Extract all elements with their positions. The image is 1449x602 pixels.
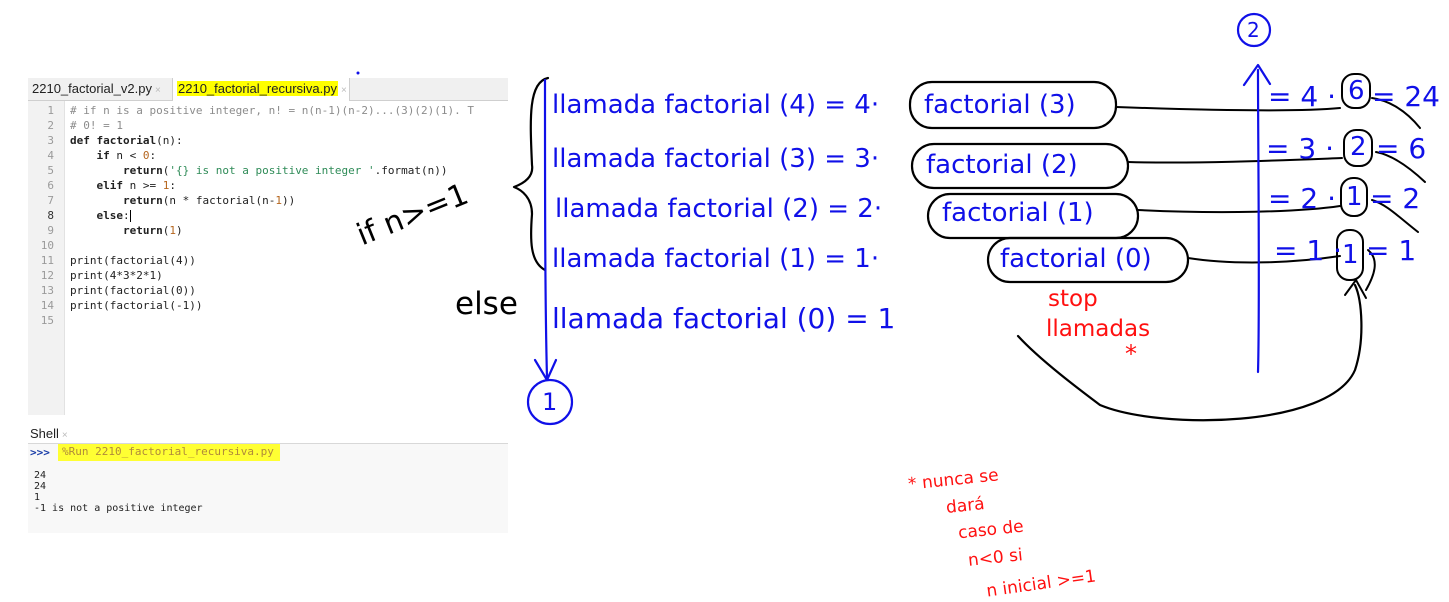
close-icon[interactable]: × [154, 85, 161, 96]
tab-label: 2210_factorial_v2.py [32, 81, 152, 96]
code-text: ( [162, 164, 170, 177]
code-text: (n): [156, 134, 183, 147]
number-literal: 0 [142, 149, 150, 162]
result-boxed: 2 [1350, 132, 1367, 162]
result-prefix: = 4 · [1268, 80, 1336, 113]
code-line: # if n is a positive integer, n! = n(n-1)(n-2)...(3)(2)(1). T [70, 104, 474, 117]
line-number: 8 [47, 209, 54, 222]
keyword: def [70, 134, 97, 147]
call-left: llamada factorial (4) = 4· [552, 90, 880, 120]
code-text: ) [175, 224, 183, 237]
result-prefix: = 1 · [1274, 234, 1342, 267]
down-arrow-head [535, 360, 556, 380]
keyword: return [122, 194, 163, 207]
stop-label: stop [1048, 286, 1098, 312]
call-boxed: factorial (0) [1000, 244, 1152, 274]
code-text: )) [281, 194, 296, 207]
step-number-2: 2 [1247, 18, 1260, 42]
code-text: .format(n)) [374, 164, 448, 177]
note-line: dará [945, 494, 986, 518]
call-left: llamada factorial (3) = 3· [552, 144, 880, 174]
line-number: 14 [40, 299, 54, 312]
run-command: %Run 2210_factorial_recursiva.py [58, 444, 280, 461]
ink-dot [357, 72, 360, 75]
tab-label: 2210_factorial_recursiva.py [178, 81, 337, 96]
line-number: 11 [40, 254, 54, 267]
line-number: 10 [40, 239, 54, 252]
string-literal: '{} is not a positive integer ' [169, 164, 375, 177]
line-number: 1 [47, 104, 54, 117]
code-line: print(factorial(0)) [70, 284, 196, 297]
asterisk-mark: * [1125, 340, 1137, 368]
tab-label: Shell [30, 426, 59, 441]
result-boxed: 1 [1342, 240, 1359, 270]
condition-else-label: else [455, 286, 518, 322]
keyword: return [122, 164, 163, 177]
close-icon[interactable]: × [61, 430, 68, 441]
line-number: 2 [47, 119, 54, 132]
line-number: 7 [47, 194, 54, 207]
condition-if-label: if n>=1 [351, 176, 474, 253]
code-line: print(factorial(4)) [70, 254, 196, 267]
brace [514, 78, 548, 270]
result-value: = 24 [1372, 80, 1440, 113]
note-line: n inicial >=1 [985, 566, 1098, 602]
base-call: llamada factorial (0) = 1 [552, 302, 896, 335]
line-number: 9 [47, 224, 54, 237]
number-literal: 1 [169, 224, 176, 237]
code-line: # 0! = 1 [70, 119, 123, 132]
call-boxed: factorial (3) [924, 90, 1076, 120]
line-number: 12 [40, 269, 54, 282]
note-line: n<0 si [967, 545, 1024, 571]
code-text: ( [162, 224, 170, 237]
line-number: 15 [40, 314, 54, 327]
shell-prompt: >>> [30, 446, 50, 459]
code-text: n < [109, 149, 143, 162]
result-value: = 2 [1370, 182, 1421, 215]
down-arrow-line [545, 80, 547, 378]
result-prefix: = 2 · [1268, 182, 1336, 215]
code-text: : [169, 179, 176, 192]
shell-output-line: -1 is not a positive integer [34, 503, 203, 514]
number-literal: 1 [162, 179, 170, 192]
up-arrow-line [1258, 70, 1259, 372]
result-value: = 1 [1366, 234, 1417, 267]
shell-output-line: 24 [34, 481, 47, 492]
result-boxed: 6 [1348, 76, 1365, 106]
close-icon[interactable]: × [340, 85, 347, 96]
code-text: n >= [123, 179, 163, 192]
code-text: (n * factorial(n- [162, 194, 276, 207]
note-line: caso de [957, 516, 1025, 544]
shell-output-line: 1 [34, 492, 41, 503]
number-literal: 1 [275, 194, 282, 207]
call-left: llamada factorial (2) = 2· [555, 194, 883, 224]
keyword: if [96, 149, 110, 162]
keyword: return [122, 224, 163, 237]
llamadas-label: llamadas [1046, 316, 1151, 342]
call-left: llamada factorial (1) = 1· [552, 244, 880, 274]
step-number-1: 1 [542, 388, 558, 416]
keyword: elif [96, 179, 123, 192]
code-line: print(factorial(-1)) [70, 299, 203, 312]
shell-output-line: 24 [34, 470, 47, 481]
line-number: 3 [47, 134, 54, 147]
result-boxed: 1 [1346, 182, 1363, 212]
code-text: : [149, 149, 157, 162]
call-boxed: factorial (2) [926, 150, 1078, 180]
function-name: factorial [96, 134, 157, 147]
code-text: : [123, 209, 130, 222]
note-line: * nunca se [907, 465, 1000, 495]
code-line: print(4*3*2*1) [70, 269, 163, 282]
line-number: 5 [47, 164, 54, 177]
line-number: 13 [40, 284, 54, 297]
line-number: 4 [47, 149, 54, 162]
result-prefix: = 3 · [1266, 132, 1334, 165]
result-value: = 6 [1376, 132, 1427, 165]
call-boxed: factorial (1) [942, 198, 1094, 228]
line-number: 6 [47, 179, 54, 192]
keyword: else [96, 209, 123, 222]
